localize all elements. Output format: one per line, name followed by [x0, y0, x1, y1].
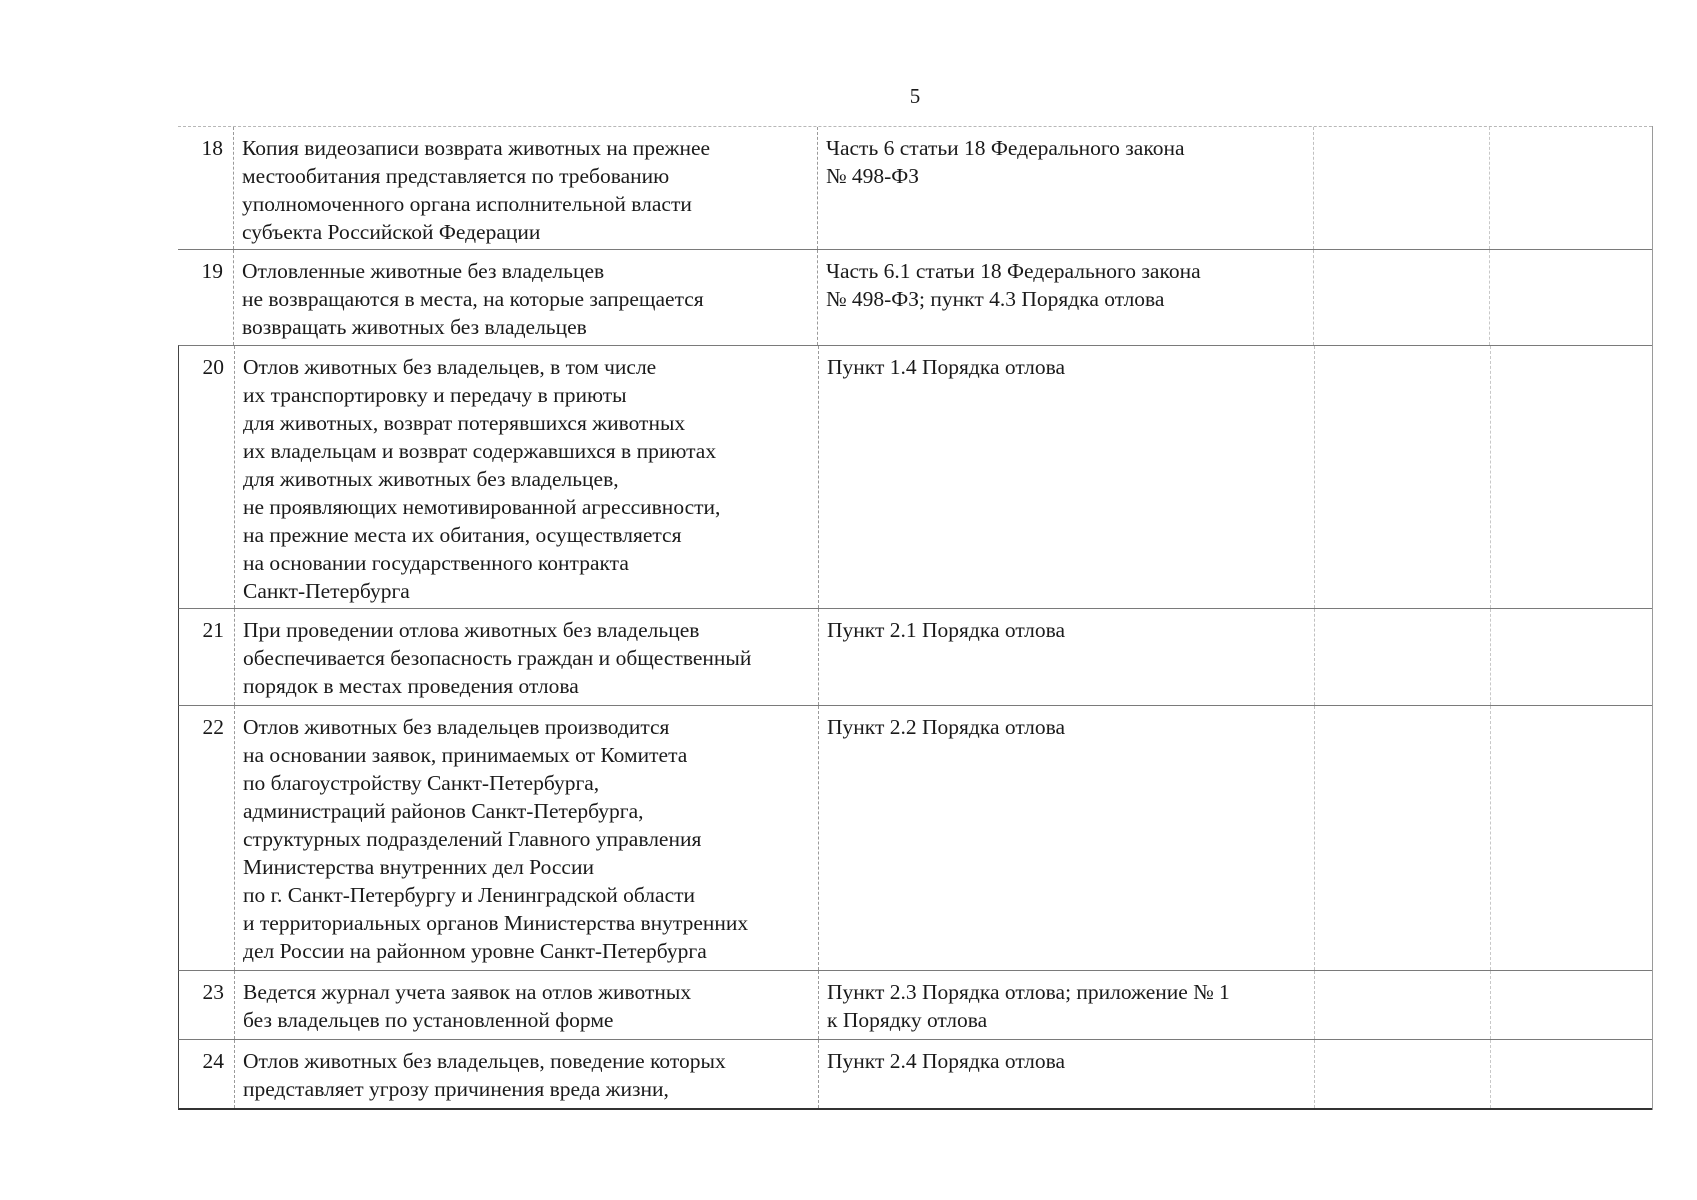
row-number: 18 — [178, 127, 234, 249]
page-number: 5 — [909, 84, 921, 108]
requirements-table — [178, 126, 1653, 1110]
empty-cell — [1315, 1040, 1491, 1108]
table-row — [178, 705, 1652, 970]
row-number: 20 — [179, 346, 235, 608]
empty-cell — [1315, 609, 1491, 705]
legal-reference: Часть 6.1 статьи 18 Федерального закона № 498-ФЗ; пункт 4.3 Порядка отлова — [818, 250, 1314, 345]
empty-cell — [1490, 250, 1652, 345]
empty-cell — [1314, 250, 1490, 345]
requirement-text: Отлов животных без владельцев, в том числе их транспортировку и передачу в приюты для животных, возврат потерявшихся животных их владельцам и возврат содержавшихся в приютах для животных животных без владельцев, не проявляющих немотивированной агрессивности, на прежние места их обитания, осуществляется на основании государственного контракта Санкт-Петербурга — [235, 346, 819, 608]
table-row — [178, 970, 1652, 1039]
requirement-text: Отлов животных без владельцев производится на основании заявок, принимаемых от Комитета по благоустройству Санкт-Петербурга, администраций районов Санкт-Петербурга, структурных подразделений Главного управления Министерства внутренних дел России по г. Санкт-Петербургу и Ленинградской области и территориальных органов Министерства внутренних дел России на районном уровне Санкт-Петербурга — [235, 706, 819, 970]
requirement-text: Отлов животных без владельцев, поведение которых представляет угрозу причинения вреда жизни, — [235, 1040, 819, 1108]
row-number: 23 — [179, 971, 235, 1039]
empty-cell — [1491, 706, 1652, 970]
empty-cell — [1314, 127, 1490, 249]
row-number: 19 — [178, 250, 234, 345]
requirement-text: Копия видеозаписи возврата животных на прежнее местообитания представляется по требованию уполномоченного органа исполнительной власти субъекта Российской Федерации — [234, 127, 818, 249]
requirement-text: Отловленные животные без владельцев не возвращаются в места, на которые запрещается возвращать животных без владельцев — [234, 250, 818, 345]
table-row — [178, 249, 1652, 345]
legal-reference: Пункт 2.4 Порядка отлова — [819, 1040, 1315, 1108]
row-number: 22 — [179, 706, 235, 970]
legal-reference: Пункт 2.2 Порядка отлова — [819, 706, 1315, 970]
table-row — [178, 126, 1652, 249]
table-row — [178, 345, 1652, 608]
row-number: 24 — [179, 1040, 235, 1108]
empty-cell — [1315, 971, 1491, 1039]
legal-reference: Пункт 2.1 Порядка отлова — [819, 609, 1315, 705]
requirement-text: Ведется журнал учета заявок на отлов животных без владельцев по установленной форме — [235, 971, 819, 1039]
table-row — [178, 608, 1652, 705]
empty-cell — [1491, 1040, 1652, 1108]
row-number: 21 — [179, 609, 235, 705]
requirement-text: При проведении отлова животных без владельцев обеспечивается безопасность граждан и общественный порядок в местах проведения отлова — [235, 609, 819, 705]
empty-cell — [1315, 706, 1491, 970]
empty-cell — [1490, 127, 1652, 249]
legal-reference: Пункт 1.4 Порядка отлова — [819, 346, 1315, 608]
empty-cell — [1315, 346, 1491, 608]
empty-cell — [1491, 346, 1652, 608]
legal-reference: Пункт 2.3 Порядка отлова; приложение № 1 к Порядку отлова — [819, 971, 1315, 1039]
empty-cell — [1491, 609, 1652, 705]
table-row — [178, 1039, 1652, 1110]
empty-cell — [1491, 971, 1652, 1039]
legal-reference: Часть 6 статьи 18 Федерального закона № 498-ФЗ — [818, 127, 1314, 249]
